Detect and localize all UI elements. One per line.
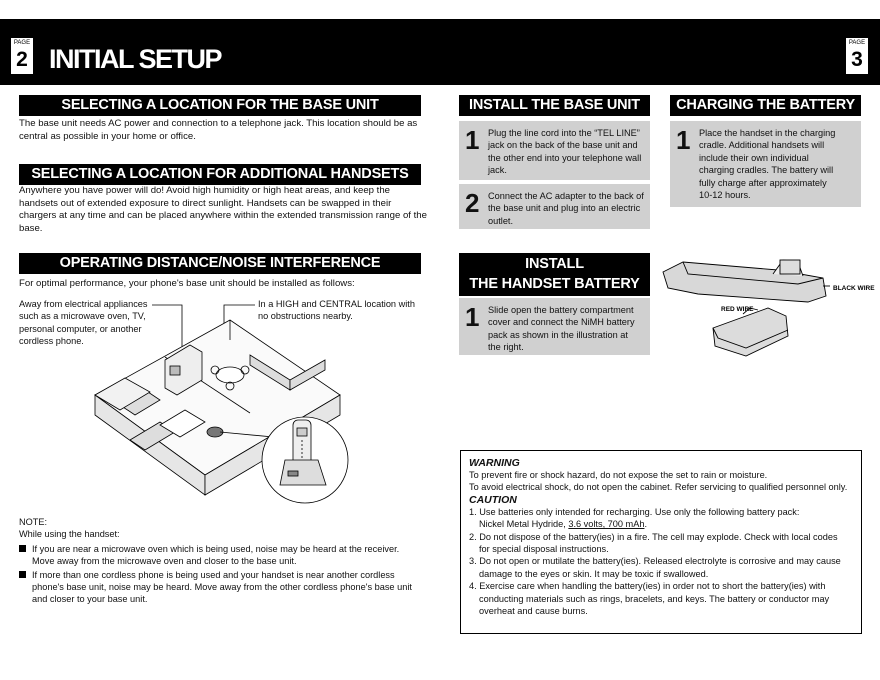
install-battery-heading: INSTALL THE HANDSET BATTERY	[459, 253, 650, 296]
install-base-heading: INSTALL THE BASE UNIT	[459, 95, 650, 116]
caution-label: CAUTION	[469, 493, 517, 506]
note-bullet-1: If you are near a microwave oven which is being used, noise may be heard at the receiver. Move away from the microwave oven and closer to the base unit.	[19, 543, 431, 568]
page-title: INITIAL SETUP	[49, 44, 222, 74]
left-page-number: PAGE 2	[11, 38, 33, 74]
bullet-square-icon	[19, 545, 26, 552]
battery-illustration	[658, 250, 875, 375]
install-base-step-1: 1 Plug the line cord into the “TEL LINE” jack on the back of the base unit and the other end into your telephone wall jack.	[459, 121, 650, 180]
black-wire-label: BLACK WIRE	[833, 285, 875, 292]
note-intro: While using the handset:	[19, 529, 120, 540]
distance-intro: For optimal performance, your phone's base unit should be installed as follows:	[19, 278, 355, 289]
handsets-heading: SELECTING A LOCATION FOR ADDITIONAL HANDSETS	[19, 164, 421, 185]
note-bullet-2: If more than one cordless phone is being used and your handset is near another cordless phone's base unit, noise may be heard. Move away from the other cordless phone's base unit and closer to your base unit.	[19, 569, 431, 606]
right-page-number: PAGE 3	[846, 38, 868, 74]
note-section	[19, 516, 431, 606]
callout-appliances: Away from electrical appliances such as a microwave oven, TV, personal computer, or another cordless phone.	[19, 299, 148, 347]
location-text: The base unit needs AC power and connection to a telephone jack. This location should be as central as possible in your home or office.	[19, 118, 418, 142]
install-battery-step-1: 1 Slide open the battery compartment cover and connect the NiMH battery pack as shown in the illustration at the right.	[459, 298, 650, 355]
callout-central: In a HIGH and CENTRAL location with no obstructions nearby.	[258, 299, 415, 322]
distance-heading: OPERATING DISTANCE/NOISE INTERFERENCE	[19, 253, 421, 274]
location-heading: SELECTING A LOCATION FOR THE BASE UNIT	[19, 95, 421, 116]
charging-step-1: 1 Place the handset in the charging cradle. Additional handsets will include their own individual charging cradles. The battery will fully charge after approximately 10-12 hours.	[670, 121, 861, 207]
red-wire-label: RED WIRE	[721, 306, 754, 313]
charging-heading: CHARGING THE BATTERY	[670, 95, 861, 116]
note-label: NOTE:	[19, 517, 48, 527]
warning-box: WARNING To prevent fire or shock hazard, do not expose the set to rain or moisture. To avoid electrical shock, do not open the cabinet. Refer servicing to qualified personnel only. CAUTION 1. Use batteries only intended for recharging. Use only the following battery pack: Nickel Metal Hydride, 3.6 volts, 700 mAh. 2. Do not dispose of the battery(ies) in a fire. The cell may explode. Check with local codes for special disposal instructions. 3. Do not open or mutilate the battery(ies). Released electrolyte is corrosive and may cause damage to the eyes or skin. It may be toxic if swallowed. 4. Exercise care when handling the battery(ies) in order not to short the battery(ies) with conducting materials such as rings, bracelets, and keys. The battery or conductor may overheat and cause burns.	[460, 450, 862, 634]
install-base-step-2: 2 Connect the AC adapter to the back of the base unit and plug into an electric outlet.	[459, 184, 650, 229]
warning-label: WARNING	[469, 457, 520, 469]
handsets-text: Anywhere you have power will do! Avoid high humidity or high heat areas, and keep the handsets out of extended exposure to direct sunlight. Handsets can be swapped in their chargers at any time and can be placed anywhere within the extended transmission range of the base.	[19, 185, 427, 234]
bullet-square-icon	[19, 571, 26, 578]
room-illustration	[90, 300, 360, 510]
